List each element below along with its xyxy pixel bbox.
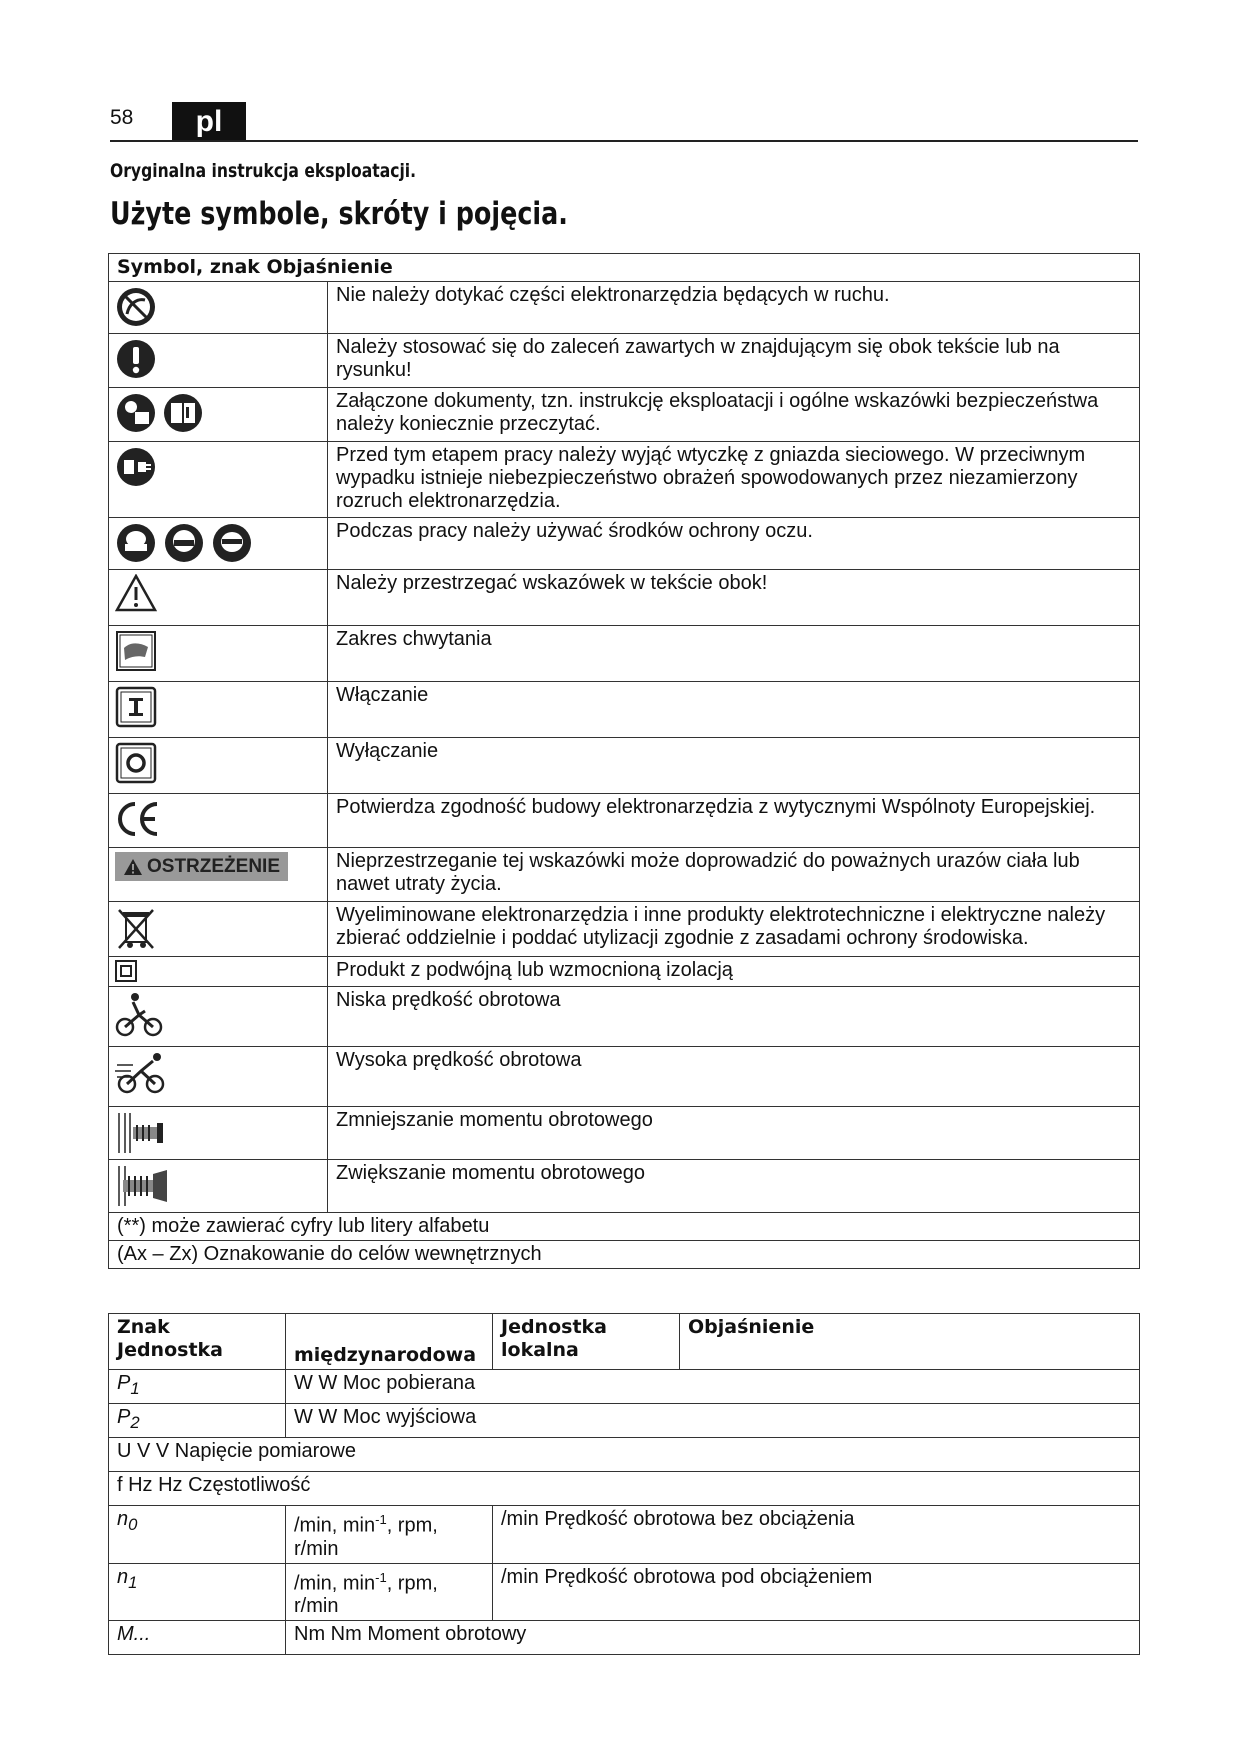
table-row <box>109 282 1140 334</box>
warning-triangle-small-icon <box>123 858 143 876</box>
table-row <box>109 1472 1140 1506</box>
unit-symbol: n <box>117 1565 129 1588</box>
unit-intl-rest: , rpm, r/min <box>294 1572 438 1618</box>
row-text: Wyeliminowane elektronarzędzia i inne produkty elektrotechniczne i elektryczne należy zbierać oddzielnie i poddać utylizacji zgodnie z zasadami ochrony środowiska. <box>328 902 1140 957</box>
table-row <box>109 902 1140 957</box>
no-touch-moving-parts-icon <box>115 286 157 328</box>
slow-speed-bike-icon <box>115 991 163 1037</box>
unit-symbol-subscript: 2 <box>130 1413 140 1432</box>
table-row <box>109 1107 1140 1160</box>
unit-symbol: P <box>117 1372 131 1394</box>
grip-area-icon <box>115 630 157 672</box>
unplug-icon <box>115 446 157 488</box>
switch-on-icon <box>115 686 157 728</box>
table-row <box>109 1213 1140 1241</box>
weee-bin-icon <box>115 906 157 952</box>
table-row <box>109 794 1140 848</box>
row-text: Wyłączanie <box>328 738 1140 794</box>
document-subtitle: Oryginalna instrukcja eksploatacji. <box>110 160 417 182</box>
row-text: Potwierdza zgodność budowy elektronarzędzia z wytycznymi Wspólnoty Europejskiej. <box>328 794 1140 848</box>
row-text: Przed tym etapem pracy należy wyjąć wtyczkę z gniazda sieciowego. W przeciwnym wypadku istnieje niebezpieczeństwo obrażeń spowodowanych przez niezamierzony rozruch elektronarzędzia. <box>328 442 1140 518</box>
language-tab: pl <box>172 102 246 140</box>
eye-protection-icon <box>115 522 255 564</box>
unit-intl: /min, min <box>294 1572 376 1595</box>
table-header-row <box>109 1314 1140 1370</box>
unit-symbol: P <box>117 1406 131 1428</box>
header-intl: międzynarodowa <box>286 1314 493 1370</box>
torque-decrease-icon <box>115 1111 167 1155</box>
warning-badge-label: OSTRZEŻENIE <box>147 856 281 877</box>
symbols-table <box>108 253 1140 1269</box>
table-row <box>109 1160 1140 1213</box>
footnote-row: (**) może zawierać cyfry lub litery alfabetu <box>109 1213 1140 1241</box>
unit-symbol-subscript: 0 <box>128 1515 138 1534</box>
fast-speed-bike-icon <box>115 1051 169 1095</box>
switch-off-icon <box>115 742 157 784</box>
table-row <box>109 1506 1140 1564</box>
read-manual-icon <box>115 392 207 434</box>
row-text: Podczas pracy należy używać środków ochrony oczu. <box>328 518 1140 570</box>
table-row <box>109 957 1140 987</box>
table-row <box>109 987 1140 1047</box>
unit-text: W W Moc pobierana <box>286 1370 1140 1404</box>
table-row <box>109 682 1140 738</box>
table-row <box>109 1241 1140 1269</box>
row-text: Należy stosować się do zaleceń zawartych w znajdującym się obok tekście lub na rysunku! <box>328 334 1140 388</box>
table-row <box>109 848 1140 902</box>
unit-text: f Hz Hz Częstotliwość <box>109 1472 1140 1506</box>
table-row <box>109 1370 1140 1404</box>
table-row <box>109 626 1140 682</box>
row-text: Zmniejszanie momentu obrotowego <box>328 1107 1140 1160</box>
table-row <box>109 1047 1140 1107</box>
unit-intl-superscript: -1 <box>375 1512 387 1527</box>
page-title: Użyte symbole, skróty i pojęcia. <box>110 196 568 232</box>
table-row <box>109 1621 1140 1655</box>
table-row <box>109 738 1140 794</box>
mandatory-exclamation-icon <box>115 338 157 380</box>
units-table <box>108 1313 1140 1655</box>
table-row <box>109 1438 1140 1472</box>
table-row <box>109 518 1140 570</box>
unit-intl-superscript: -1 <box>375 1569 387 1585</box>
footnote-row: (Ax – Zx) Oznakowanie do celów wewnętrznych <box>109 1241 1140 1269</box>
table-row <box>109 388 1140 442</box>
row-text: Niska prędkość obrotowa <box>328 987 1140 1047</box>
table-row <box>109 442 1140 518</box>
unit-local-text: /min Prędkość obrotowa pod obciążeniem <box>493 1563 1140 1621</box>
row-text: Włączanie <box>328 682 1140 738</box>
warning-badge-icon <box>115 852 288 881</box>
unit-intl-rest: , rpm, r/min <box>294 1514 438 1560</box>
torque-increase-icon <box>115 1164 171 1208</box>
table-row <box>109 1404 1140 1438</box>
page-number: 58 <box>110 106 134 129</box>
header-znak: Znak Jednostka <box>109 1314 286 1370</box>
row-text: Nie należy dotykać części elektronarzędzia będących w ruchu. <box>328 282 1140 334</box>
row-text: Nieprzestrzeganie tej wskazówki może doprowadzić do poważnych urazów ciała lub nawet utraty życia. <box>328 848 1140 902</box>
unit-intl: /min, min <box>294 1514 376 1537</box>
row-text: Załączone dokumenty, tzn. instrukcję eksploatacji i ogólne wskazówki bezpieczeństwa należy koniecznie przeczytać. <box>328 388 1140 442</box>
unit-symbol-subscript: 1 <box>130 1379 140 1398</box>
row-text: Należy przestrzegać wskazówek w tekście obok! <box>328 570 1140 626</box>
table-row <box>109 1563 1140 1621</box>
double-insulation-icon <box>115 960 137 982</box>
unit-text: U V V Napięcie pomiarowe <box>109 1438 1140 1472</box>
warning-triangle-icon <box>115 574 157 612</box>
unit-symbol: n <box>117 1508 129 1530</box>
ce-mark-icon <box>115 798 161 840</box>
row-text: Zwiększanie momentu obrotowego <box>328 1160 1140 1213</box>
unit-text: Nm Nm Moment obrotowy <box>286 1621 1140 1655</box>
row-text: Wysoka prędkość obrotowa <box>328 1047 1140 1107</box>
header-local: Jednostka lokalna <box>493 1314 680 1370</box>
unit-symbol-subscript: 1 <box>128 1572 138 1592</box>
unit-local-text: /min Prędkość obrotowa bez obciążenia <box>493 1506 1140 1564</box>
unit-text: W W Moc wyjściowa <box>286 1404 1140 1438</box>
table-header-row <box>109 254 1140 282</box>
table-row <box>109 334 1140 388</box>
page-header <box>110 102 1138 142</box>
unit-symbol: M... <box>109 1621 286 1655</box>
table-row <box>109 570 1140 626</box>
row-text: Zakres chwytania <box>328 626 1140 682</box>
header-explanation: Objaśnienie <box>680 1314 1140 1370</box>
symbols-header: Symbol, znak Objaśnienie <box>109 254 1140 282</box>
row-text: Produkt z podwójną lub wzmocnioną izolacją <box>328 957 1140 987</box>
